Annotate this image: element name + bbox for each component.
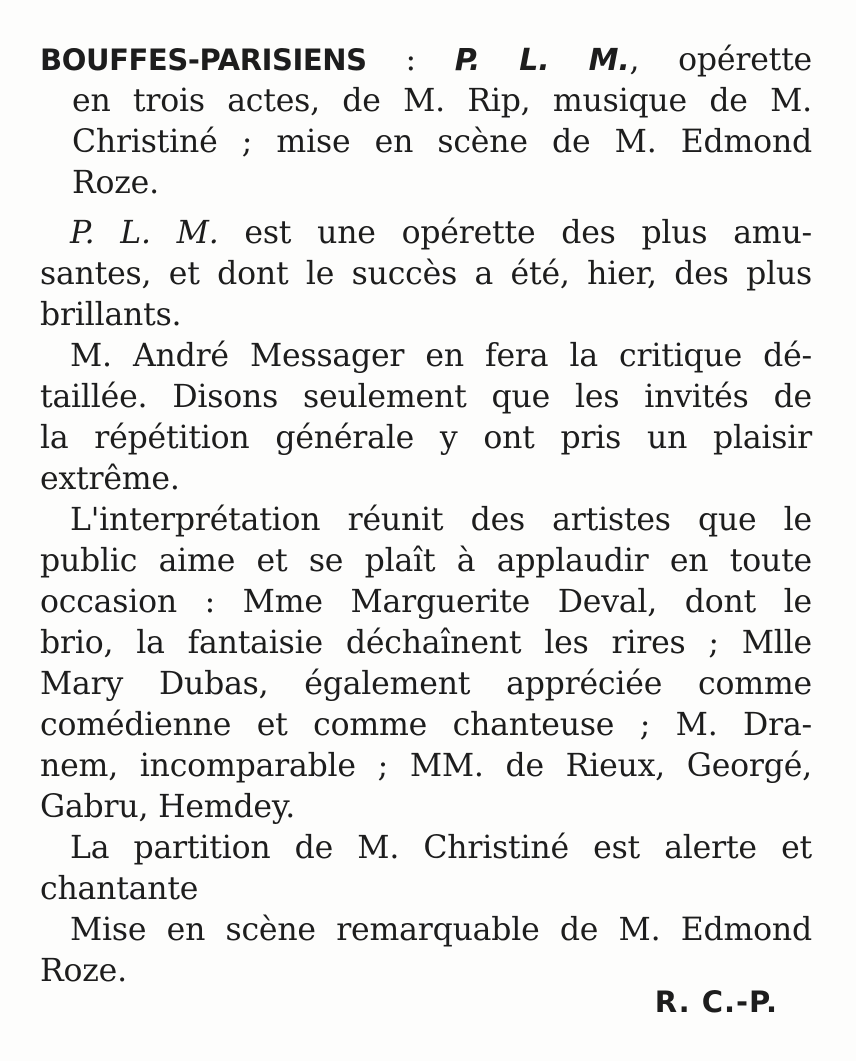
header-paragraph	[40, 40, 812, 204]
text-line: brillants.	[40, 297, 182, 333]
text-line: Mise en scène remarquable de M. Edmond	[70, 912, 812, 948]
text-line: taillée. Disons seulement que les invités de	[40, 379, 812, 415]
paragraph-staging	[40, 910, 812, 992]
text-line: L'interprétation réunit des artistes que le	[70, 502, 812, 538]
header-line: Roze.	[72, 165, 159, 201]
text-line: M. André Messager en fera la critique dé-	[70, 338, 812, 374]
text-line: La partition de M. Christiné est alerte et	[70, 830, 812, 866]
text-line: chantante	[40, 871, 199, 907]
text-line: santes, et dont le succès a été, hier, des plus	[40, 256, 812, 292]
text-line: comédienne et comme chanteuse ; M. Dra-	[40, 707, 812, 743]
theatre-name: BOUFFES-PARISIENS	[40, 43, 367, 77]
text-line: nem, incomparable ; MM. de Rieux, Georgé,	[40, 748, 812, 784]
header-line	[40, 40, 812, 81]
text-line	[40, 213, 812, 254]
operetta-title-inline: P. L. M.	[70, 215, 219, 251]
paragraph-cast	[40, 500, 812, 828]
text-line: Gabru, Hemdey.	[40, 789, 296, 825]
header-line-text: , opérette	[629, 42, 812, 78]
review-column	[40, 40, 812, 992]
paragraph-critique	[40, 336, 812, 500]
header-separator: :	[366, 42, 455, 78]
text-line: extrême.	[40, 461, 180, 497]
text-line: public aime et se plaît à applaudir en toute	[40, 543, 812, 579]
text-line: occasion : Mme Marguerite Deval, dont le	[40, 584, 812, 620]
header-line: Christiné ; mise en scène de M. Edmond	[72, 124, 812, 160]
paragraph-gap	[40, 204, 812, 213]
text-line: brio, la fantaisie déchaînent les rires ; Mlle	[40, 625, 812, 661]
paragraph-intro	[40, 213, 812, 336]
author-signature: R. C.-P.	[654, 985, 778, 1019]
operetta-title: P. L. M.	[454, 43, 630, 78]
text-line-rest: est une opérette des plus amu-	[218, 215, 812, 251]
header-line: en trois actes, de M. Rip, musique de M.	[72, 83, 812, 119]
text-line: Mary Dubas, également appréciée comme	[40, 666, 812, 702]
text-line: la répétition générale y ont pris un plaisir	[40, 420, 812, 456]
paragraph-score	[40, 828, 812, 910]
text-line: Roze.	[40, 953, 127, 989]
